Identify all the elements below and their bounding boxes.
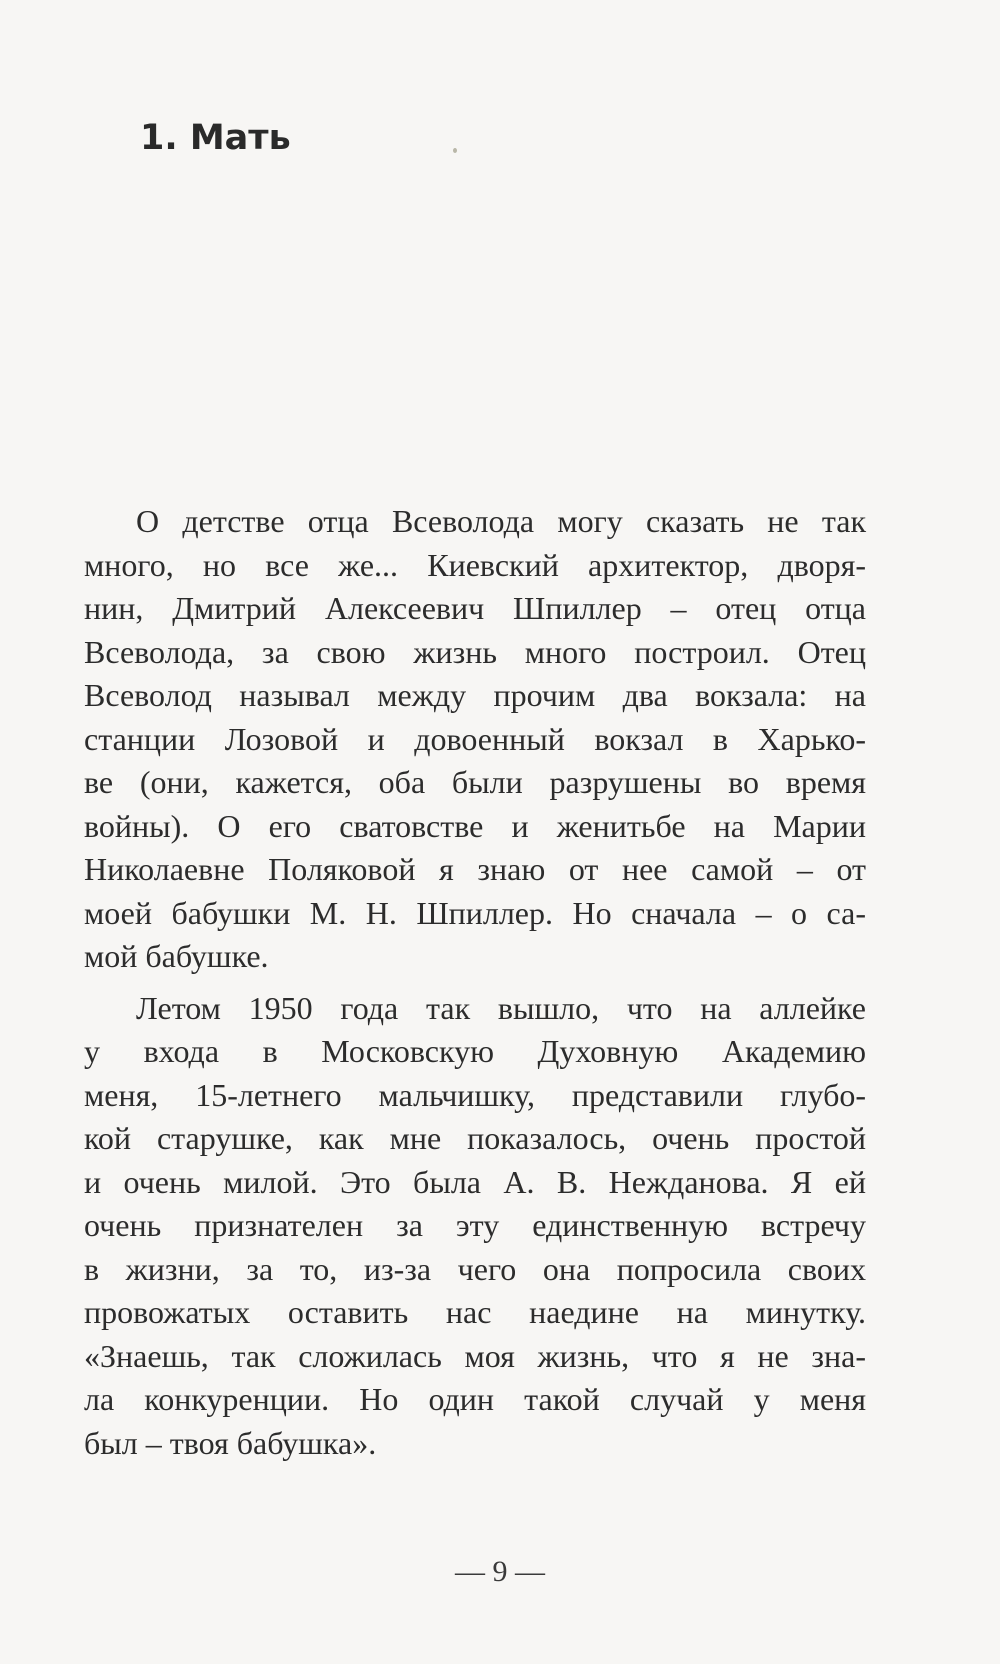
text-line: провожатых оставить нас наедине на минутку. bbox=[84, 1294, 866, 1330]
text-line: Николаевне Поляковой я знаю от нее самой – от bbox=[84, 851, 866, 887]
text-line: в жизни, за то, из-за чего она попросила своих bbox=[84, 1250, 866, 1287]
text-line: был – твоя бабушка». bbox=[84, 1424, 377, 1461]
text-line: кой старушке, как мне показалось, очень простой bbox=[84, 1120, 866, 1156]
text-line: много, но все же... Киевский архитектор, дворя- bbox=[84, 546, 866, 583]
text-line: у входа в Московскую Духовную Академию bbox=[84, 1033, 866, 1069]
text-line: станции Лозовой и довоенный вокзал в Харько- bbox=[84, 720, 866, 757]
body-text bbox=[84, 500, 866, 1465]
paragraph-2 bbox=[84, 987, 866, 1466]
text-line: ве (они, кажется, оба были разрушены во время bbox=[84, 764, 866, 800]
text-line: мой бабушке. bbox=[84, 938, 269, 974]
text-line: моей бабушки М. Н. Шпиллер. Но сначала – о са- bbox=[84, 894, 866, 931]
page-number: — 9 — bbox=[455, 1555, 545, 1588]
text-line: О детстве отца Всеволода могу сказать не так bbox=[136, 503, 866, 539]
text-line: войны). О его сватовстве и женитьбе на Марии bbox=[84, 807, 866, 844]
text-line: Всеволод называл между прочим два вокзала: на bbox=[84, 677, 866, 713]
text-line: меня, 15-летнего мальчишку, представили глубо- bbox=[84, 1076, 866, 1113]
text-line: Всеволода, за свою жизнь много построил. Отец bbox=[84, 633, 866, 670]
print-speck bbox=[453, 148, 457, 153]
text-line: очень признателен за эту единственную встречу bbox=[84, 1207, 866, 1243]
chapter-title: 1. Мать bbox=[140, 118, 291, 158]
text-line: и очень милой. Это была А. В. Нежданова. Я ей bbox=[84, 1163, 866, 1200]
text-line: нин, Дмитрий Алексеевич Шпиллер – отец отца bbox=[84, 590, 866, 626]
text-line: Летом 1950 года так вышло, что на аллейке bbox=[136, 989, 866, 1026]
text-line: «Знаешь, так сложилась моя жизнь, что я не зна- bbox=[84, 1337, 866, 1374]
text-line: ла конкуренции. Но один такой случай у меня bbox=[84, 1381, 866, 1417]
paragraph-1 bbox=[84, 500, 866, 979]
